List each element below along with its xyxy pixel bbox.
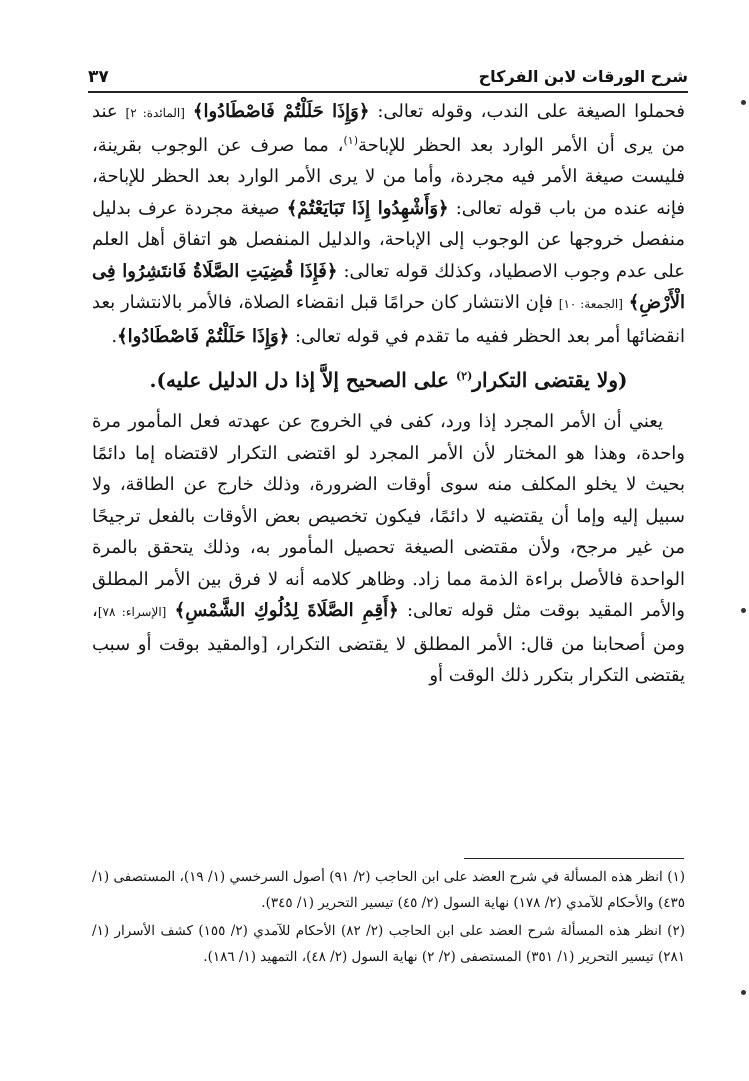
- footnotes: [92, 864, 685, 972]
- verse-reference: [الجمعة: ١٠]: [558, 297, 623, 311]
- heading-text: على الصحيح إلاَّ إذا دل الدليل عليه).: [149, 368, 456, 392]
- footnote-marker[interactable]: (٢): [455, 369, 473, 383]
- running-title: شرح الورقات لابن الفركاح: [478, 67, 688, 86]
- header-rule: [88, 91, 688, 93]
- text-run: صيغة مجردة عرف بدليل منفصل خروجها عن الوجوب إلى الإباحة، والدليل المنفصل هو اتفاق أهل العلم على عدم وجوب الاصطياد، وكذلك قوله تعالى:: [92, 197, 686, 282]
- heading-text: (ولا يقتضى التكرار: [472, 368, 628, 392]
- text-run: ، ومن أصحابنا من قال: الأمر المطلق لا يقتضى التكرار، [والمقيد بوقت أو سبب يقتضى التكرار بتكرر ذلك الوقت أو: [92, 600, 685, 686]
- page-number: ٣٧: [88, 67, 109, 87]
- paragraph-1: [92, 96, 685, 352]
- verse-reference: [المائدة: ٢]: [125, 106, 185, 120]
- paragraph-2: [92, 406, 685, 692]
- text-run: فحملوا الصيغة على الندب، وقوله تعالى:: [369, 101, 685, 122]
- quran-verse: ﴿وَإِذَا حَلَلْتُمْ فَاصْطَادُوا﴾: [117, 325, 290, 347]
- text-run: فإن الانتشار كان حرامًا قبل انقضاء الصلاة، فالأمر بالانتشار بعد انقضائها أمر بعد الحظر ففيه ما تقدم في قوله تعالى:: [92, 292, 685, 347]
- footnote-2: (٢) انظر هذه المسألة شرح العضد على ابن الحاجب (٢/ ٨٢) الأحكام للآمدي (٢/ ١٥٥) كشف الأسرار (١/ ٢٨١) تيسير التحرير (١/ ٣٥١) المستصفى (٢/ ٢) نهاية السول (٢/ ٤٨)، التمهيد (١/ ١٨٦).: [92, 923, 685, 965]
- scan-mark: [741, 608, 746, 613]
- footnote-rule: [464, 858, 684, 859]
- quran-verse: ﴿وَأَشْهِدُوا إِذَا تَبَايَعْتُمْ﴾: [286, 197, 449, 219]
- quran-verse: ﴿وَإِذَا حَلَلْتُمْ فَاصْطَادُوا﴾: [192, 101, 370, 122]
- verse-reference: [الإسراء: ٧٨]: [97, 605, 167, 619]
- scan-mark: [741, 100, 746, 105]
- footnote-1: (١) انظر هذه المسألة في شرح العضد على ابن الحاجب (٢/ ٩١) أصول السرخسي (١/ ١٩)، المستصفى (١/ ٤٣٥) والأحكام للآمدي (٢/ ١٧٨) نهاية السول (٢/ ٤٥) تيسير التحرير (١/ ٣٤٥).: [92, 869, 686, 911]
- scan-mark: [741, 990, 746, 995]
- section-heading: [92, 362, 685, 398]
- page-header: [88, 58, 688, 88]
- text-run: عند من يرى أن الأمر الوارد بعد الحظر للإباحة: [92, 101, 686, 156]
- quran-verse: ﴿فَإِذَا قُضِيَتِ الصَّلَاةُ فَانتَشِرُوا فِى الْأَرْضِ﴾: [92, 260, 685, 313]
- main-text: [92, 96, 685, 692]
- quran-verse: ﴿أَقِمِ الصَّلَاةَ لِدُلُوكِ الشَّمْسِ﴾: [174, 600, 399, 621]
- text-run: يعني أن الأمر المجرد إذا ورد، كفى في الخروج عن عهدته فعل المأمور مرة واحدة، وهذا هو المختار لأن الأمر المجرد لو اقتضى التكرار لاقتضاه إما دائمًا بحيث لا يخلو المكلف منه سوى أوقات الضرورة، وذلك خارج عن الطاقة، ولا سبيل إليه وإما أن يقتضيه لا دائمًا، فيكون تخصيص بعض الأوقات بالفعل ترجيحًا من غير مرجح، ولأن مقتضى الصيغة تحصيل المأمور به، وذلك يتحقق بالمرة الواحدة فالأصل براءة الذمة مما زاد. وظاهر كلامه أنه لا فرق بين الأمر المطلق والأمر المقيد بوقت مثل قوله تعالى:: [92, 411, 685, 621]
- footnote-marker[interactable]: (١): [343, 133, 359, 147]
- text-run: .: [111, 325, 118, 347]
- text-run: ، مما صرف عن الوجوب بقرينة، فليست صيغة الأمر فيه مجردة، وأما من لا يرى الأمر الوارد بعد الحظر للإباحة، فإنه عنده من باب قوله تعالى:: [92, 134, 685, 219]
